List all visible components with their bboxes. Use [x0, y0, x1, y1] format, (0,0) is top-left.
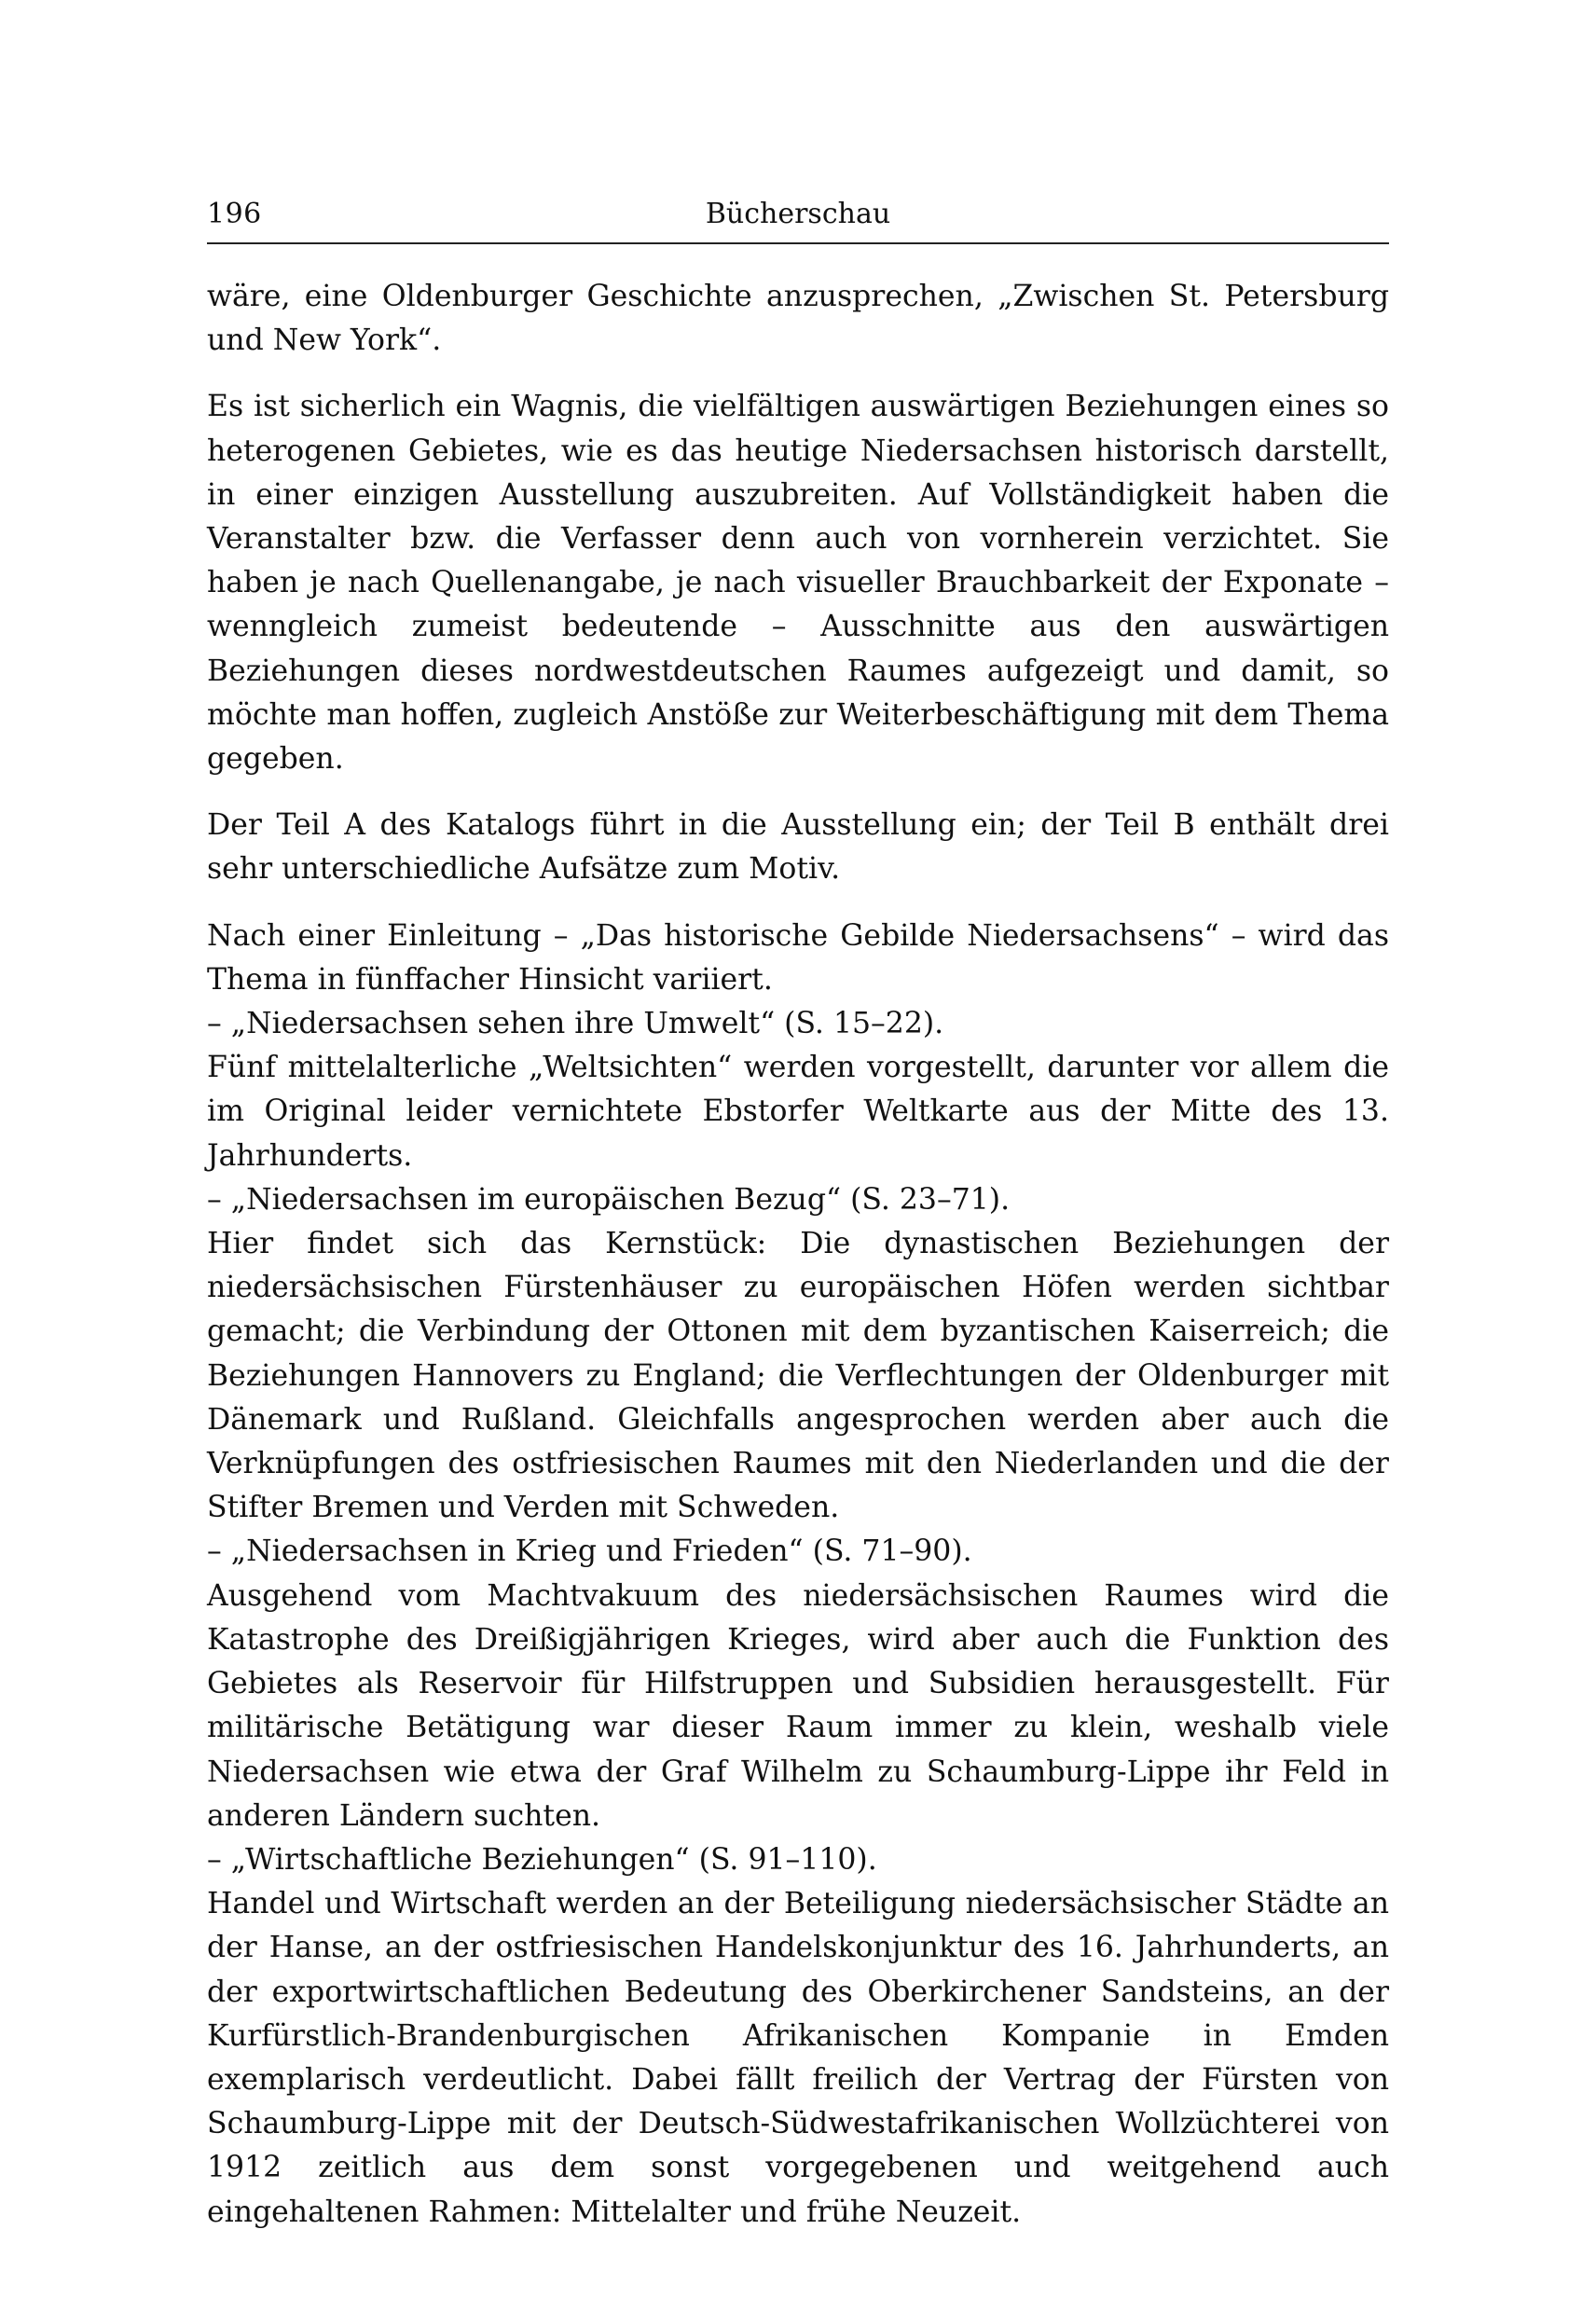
section-2-text: Hier findet sich das Kernstück: Die dynastischen Beziehungen der niedersächsischen Fürstenhäuser zu europäischen Höfen werden sichtbar gemacht; die Verbindung der Ottonen mit dem byzantischen Kaiserreich; die Beziehungen Hannovers zu England; die Verflechtungen der Oldenburger mit Dänemark und Rußland. Gleichfalls angesprochen werden aber auch die Verknüpfungen des ostfriesischen Raumes mit den Niederlanden und die der Stifter Bremen und Verden mit Schweden.	[207, 1227, 1389, 1525]
section-3-heading: – „Niedersachsen in Krieg und Frieden“ (S. 71–90).	[207, 1534, 972, 1569]
paragraph-1: wäre, eine Oldenburger Geschichte anzusprechen, „Zwischen St. Petersburg und New York“.	[207, 280, 1389, 358]
paragraph-2: Es ist sicherlich ein Wagnis, die vielfältigen auswärtigen Beziehungen eines so heterogenen Gebietes, wie es das heutige Niedersachsen historisch darstellt, in einer einzigen Ausstellung auszubreiten. Auf Vollständigkeit haben die Veranstalter bzw. die Verfasser denn auch von vornherein verzichtet. Sie haben je nach Quellenangabe, je nach visueller Brauchbarkeit der Exponate – wenngleich zumeist bedeutende – Ausschnitte aus den auswärtigen Beziehungen dieses nordwestdeutschen Raumes aufgezeigt und damit, so möchte man hoffen, zugleich Anstöße zur Weiterbeschäftigung mit dem Thema gegeben.	[207, 390, 1389, 777]
page-header	[207, 192, 1389, 237]
section-1-text: Fünf mittelalterliche „Weltsichten“ werden vorgestellt, darunter vor allem die im Original leider vernichtete Ebstorfer Weltkarte aus der Mitte des 13. Jahrhunderts.	[207, 1051, 1389, 1173]
page-number: 196	[207, 198, 262, 230]
body-text	[207, 275, 1389, 2235]
section-2-heading: – „Niedersachsen im europäischen Bezug“ (S. 23–71).	[207, 1182, 1011, 1217]
catalog-overview	[207, 915, 1389, 2235]
running-title: Bücherschau	[705, 198, 891, 230]
paragraph-3: Der Teil A des Katalogs führt in die Ausstellung ein; der Teil B enthält drei sehr unterschiedliche Aufsätze zum Motiv.	[207, 808, 1389, 887]
section-4-heading: – „Wirtschaftliche Beziehungen“ (S. 91–110).	[207, 1842, 877, 1877]
section-3-text: Ausgehend vom Machtvakuum des niedersächsischen Raumes wird die Katastrophe des Dreißigjährigen Krieges, wird aber auch die Funktion des Gebietes als Reservoir für Hilfstruppen und Subsidien herausgestellt. Für militärische Betätigung war dieser Raum immer zu klein, weshalb viele Niedersachsen wie etwa der Graf Wilhelm zu Schaumburg-Lippe ihr Feld in anderen Ländern suchten.	[207, 1578, 1389, 1833]
section-1-heading: – „Niedersachsen sehen ihre Umwelt“ (S. 15–22).	[207, 1007, 944, 1041]
header-rule	[207, 242, 1389, 244]
section-4-text: Handel und Wirtschaft werden an der Beteiligung niedersächsischer Städte an der Hanse, an der ostfriesischen Handelskonjunktur des 16. Jahrhunderts, an der exportwirtschaftlichen Bedeutung des Oberkirchener Sandsteins, an der Kurfürstlich-Brandenburgischen Afrikanischen Kompanie in Emden exemplarisch verdeutlicht. Dabei fällt freilich der Vertrag der Fürsten von Schaumburg-Lippe mit der Deutsch-Südwestafrikanischen Wollzüchterei von 1912 zeitlich aus dem sonst vorgegebenen und weitgehend auch eingehaltenen Rahmen: Mittelalter und frühe Neuzeit.	[207, 1887, 1389, 2229]
paragraph-4: Nach einer Einleitung – „Das historische Gebilde Niedersachsens“ – wird das Thema in fünffacher Hinsicht variiert.	[207, 918, 1389, 997]
